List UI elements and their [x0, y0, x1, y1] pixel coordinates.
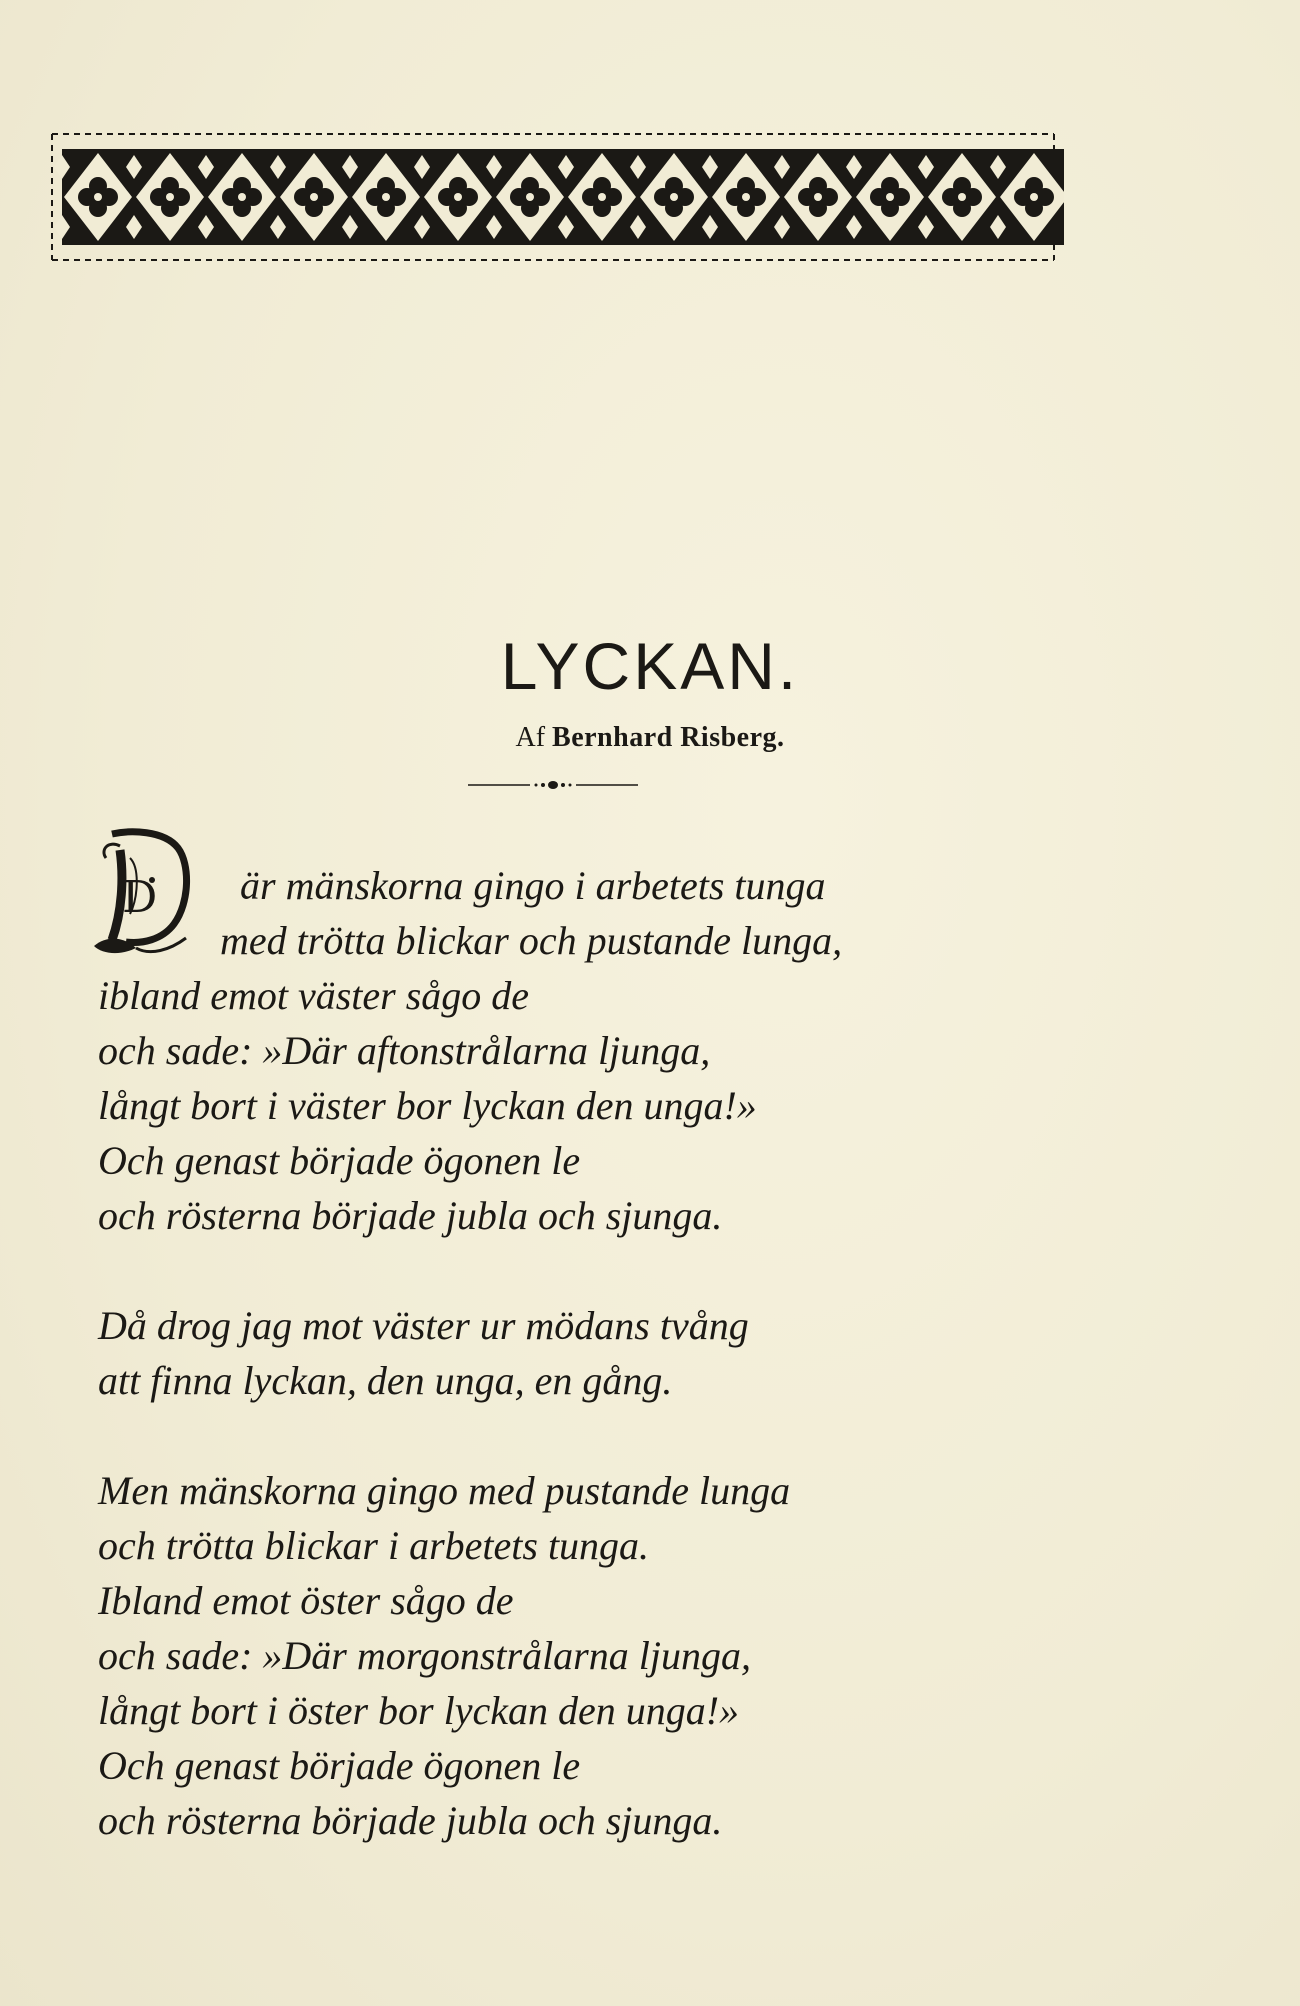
poem-line: Men mänskorna gingo med pustande lunga [98, 1468, 791, 1513]
poem-line: Och genast började ögonen le [98, 1138, 581, 1183]
poem-body [98, 858, 1198, 1848]
poem-line: långt bort i öster bor lyckan den unga!» [98, 1688, 740, 1733]
poem-line: med trötta blickar och pustande lunga, [220, 918, 843, 963]
poem-title: LYCKAN. [500, 629, 800, 703]
poem-line: Och genast började ögonen le [98, 1743, 581, 1788]
poem-line: att finna lyckan, den unga, en gång. [98, 1358, 673, 1403]
stanza-3 [98, 1463, 1198, 1848]
byline-prefix: Af [515, 722, 546, 753]
poem-line: och sade: »Där morgonstrålarna ljunga, [98, 1633, 751, 1678]
title-divider [468, 778, 638, 792]
poem-line: ibland emot väster sågo de [98, 973, 530, 1018]
byline [0, 722, 1300, 754]
poem-line: Då drog jag mot väster ur mödans tvång [98, 1303, 749, 1348]
poem-line: är mänskorna gingo i arbetets tunga [240, 863, 826, 908]
poem-line: och trötta blickar i arbetets tunga. [98, 1523, 650, 1568]
poem-line: och rösterna började jubla och sjunga. [98, 1193, 723, 1238]
poem-line: och rösterna började jubla och sjunga. [98, 1798, 723, 1843]
drop-cap-letter: D [122, 872, 158, 923]
stanza-1 [98, 858, 1198, 1243]
poem-line: Ibland emot öster sågo de [98, 1578, 514, 1623]
poem-line: långt bort i väster bor lyckan den unga!» [98, 1083, 757, 1128]
stanza-2 [98, 1298, 1198, 1408]
decorative-header-ornament [44, 124, 1064, 272]
author-name: Bernhard Risberg. [552, 722, 785, 753]
poem-line: och sade: »Där aftonstrålarna ljunga, [98, 1028, 711, 1073]
